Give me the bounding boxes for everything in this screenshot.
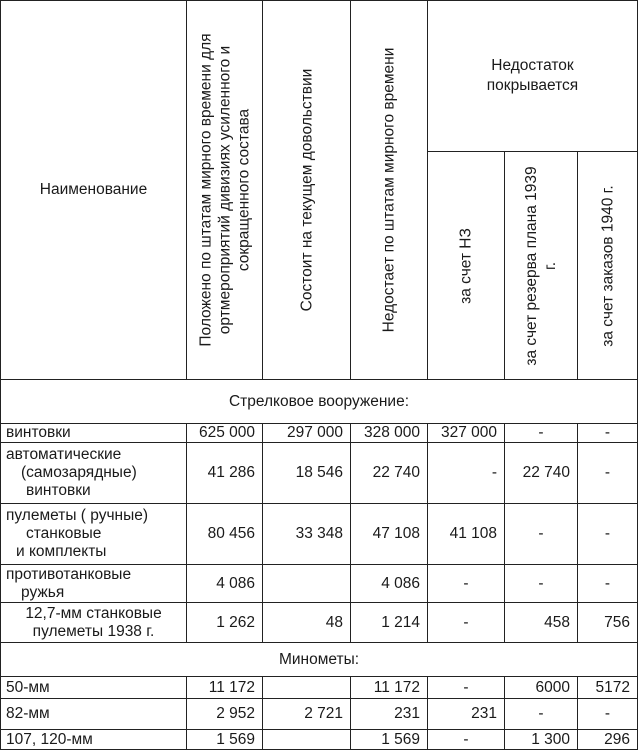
row-name-line: ружья <box>21 583 65 601</box>
row-name-line: винтовки <box>26 482 91 499</box>
row-name <box>1 603 187 643</box>
row-name-line: 107, 120-мм <box>6 730 93 748</box>
cell-zakaz: - <box>578 565 638 603</box>
header-zakaz <box>578 152 638 380</box>
cell-zakaz: - <box>578 504 638 565</box>
row-name-line: пулеметы 1938 г. <box>32 622 155 640</box>
cell-sostoit: 297 000 <box>263 424 351 443</box>
header-nz-text: за счет НЗ <box>457 227 475 304</box>
section-title: Минометы: <box>1 643 638 677</box>
section-title: Стрелковое вооружение: <box>1 380 638 424</box>
cell-zakaz: - <box>578 699 638 730</box>
cell-rezerv: - <box>505 424 578 443</box>
row-name <box>1 730 187 750</box>
row-name <box>1 565 187 603</box>
cell-nz: - <box>428 730 505 750</box>
cell-nz: - <box>428 565 505 603</box>
header-name: Наименование <box>1 1 187 380</box>
cell-rezerv: 6000 <box>505 677 578 699</box>
cell-polozheno: 625 000 <box>187 424 263 443</box>
row-name-line: пулеметы ( ручные) <box>6 507 148 524</box>
table-row <box>1 504 638 565</box>
cell-sostoit: 33 348 <box>263 504 351 565</box>
cell-rezerv: 458 <box>505 603 578 643</box>
cell-polozheno: 2 952 <box>187 699 263 730</box>
header-polozheno <box>187 1 263 380</box>
header-group <box>428 1 638 152</box>
cell-nedostaet: 231 <box>351 699 428 730</box>
table-row <box>1 443 638 504</box>
cell-rezerv: - <box>505 565 578 603</box>
row-name-line: 82-мм <box>6 705 50 722</box>
cell-nedostaet: 22 740 <box>351 443 428 504</box>
cell-rezerv: 1 300 <box>505 730 578 750</box>
cell-sostoit <box>263 730 351 750</box>
cell-nedostaet: 11 172 <box>351 677 428 699</box>
cell-rezerv: - <box>505 699 578 730</box>
cell-nz: 41 108 <box>428 504 505 565</box>
row-name-line: автоматические <box>6 446 122 463</box>
table-row <box>1 677 638 699</box>
header-group-text: Недостаток покрывается <box>486 57 579 94</box>
cell-polozheno: 41 286 <box>187 443 263 504</box>
cell-zakaz: - <box>578 424 638 443</box>
cell-polozheno: 80 456 <box>187 504 263 565</box>
cell-rezerv: - <box>505 504 578 565</box>
header-sostoit-text: Состоит на текущем довольствии <box>298 68 315 312</box>
header-nz <box>428 152 505 380</box>
cell-polozheno: 11 172 <box>187 677 263 699</box>
cell-zakaz: 296 <box>578 730 638 750</box>
row-name <box>1 699 187 730</box>
cell-sostoit: 2 721 <box>263 699 351 730</box>
row-name-line: (самозарядные) <box>21 464 137 481</box>
cell-nz: - <box>428 603 505 643</box>
cell-nedostaet: 47 108 <box>351 504 428 565</box>
cell-sostoit: 48 <box>263 603 351 643</box>
header-rezerv <box>505 152 578 380</box>
row-name <box>1 443 187 504</box>
cell-nz: - <box>428 677 505 699</box>
table-row <box>1 565 638 603</box>
row-name-line: и комплекты <box>16 543 107 560</box>
cell-sostoit <box>263 565 351 603</box>
cell-rezerv: 22 740 <box>505 443 578 504</box>
header-zakaz-text: за счет заказов 1940 г. <box>599 184 616 347</box>
header-polozheno-text: Положено по штатам мирного времени для ортмероприятий дивизиях усиленного и сокращенного состава <box>197 33 252 347</box>
row-name-line: 50-мм <box>6 678 50 696</box>
cell-polozheno: 1 262 <box>187 603 263 643</box>
row-name-line: станковые <box>26 525 102 542</box>
cell-nedostaet: 4 086 <box>351 565 428 603</box>
cell-nedostaet: 1 569 <box>351 730 428 750</box>
header-sostoit <box>263 1 351 380</box>
cell-nz: 231 <box>428 699 505 730</box>
table-row <box>1 699 638 730</box>
cell-zakaz: 5172 <box>578 677 638 699</box>
cell-nedostaet: 1 214 <box>351 603 428 643</box>
cell-sostoit: 18 546 <box>263 443 351 504</box>
header-rezerv-text: за счет резерва плана 1939 г. <box>523 165 559 366</box>
row-name-line: 12,7-мм станковые <box>25 604 162 622</box>
cell-nz: - <box>428 443 505 504</box>
table-row <box>1 424 638 443</box>
cell-polozheno: 1 569 <box>187 730 263 750</box>
header-nedostaet <box>351 1 428 380</box>
row-name <box>1 677 187 699</box>
cell-sostoit <box>263 677 351 699</box>
cell-zakaz: 756 <box>578 603 638 643</box>
row-name <box>1 424 187 443</box>
header-nedostaet-text: Недостает по штатам мирного времени <box>380 47 398 333</box>
table-row <box>1 603 638 643</box>
cell-zakaz: - <box>578 443 638 504</box>
row-name-line: винтовки <box>6 424 71 441</box>
row-name-line: противотанковые <box>6 565 132 583</box>
cell-nz: 327 000 <box>428 424 505 443</box>
row-name <box>1 504 187 565</box>
cell-nedostaet: 328 000 <box>351 424 428 443</box>
cell-polozheno: 4 086 <box>187 565 263 603</box>
table-row <box>1 730 638 750</box>
